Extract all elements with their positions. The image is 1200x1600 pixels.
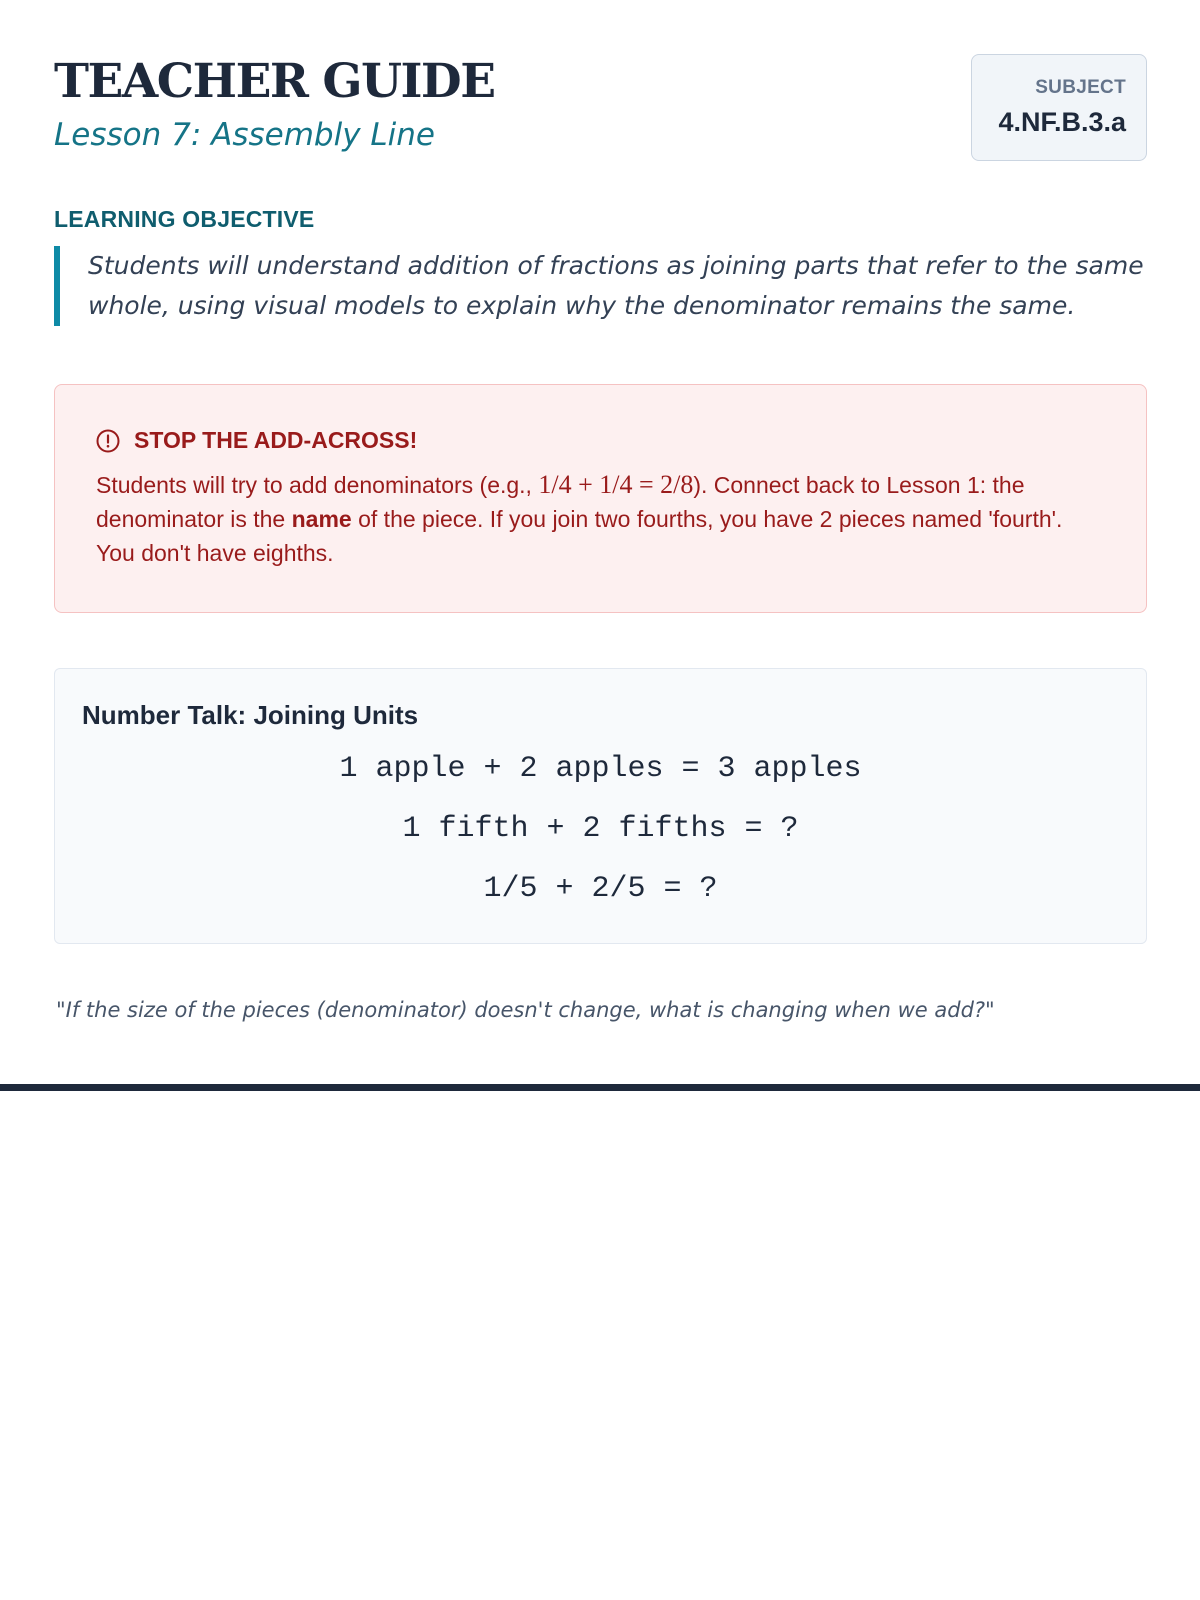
learning-objective-text: Students will understand addition of fractions as joining parts that refer to the same whole, using visual models to explain why the denominator remains the same. [54, 246, 1147, 326]
subject-label: SUBJECT [1035, 77, 1126, 98]
warning-bold-word: name [291, 506, 352, 532]
equation-line: 1 fifth + 2 fifths = ? [402, 812, 799, 846]
number-talk-box [54, 668, 1147, 944]
learning-objective-label: LEARNING OBJECTIVE [54, 206, 315, 232]
warning-math: 1/4 + 1/4 = 2/8 [538, 470, 694, 499]
number-talk-title: Number Talk: Joining Units [82, 700, 419, 730]
equation-line: 1 apple + 2 apples = 3 apples [339, 752, 862, 786]
equation-line: 1/5 + 2/5 = ? [483, 872, 718, 906]
subject-code: 4.NF.B.3.a [998, 107, 1126, 137]
page-title: TEACHER GUIDE [54, 54, 495, 109]
alert-circle-icon [96, 429, 120, 453]
discussion-prompt: "If the size of the pieces (denominator) doesn't change, what is changing when we add?" [56, 998, 995, 1022]
teacher-guide-page [54, 0, 1147, 1022]
warning-text-after: ). Connect back to Lesson 1: the denominator is the [96, 472, 1025, 532]
warning-text-end: of the piece. If you join two fourths, you have 2 pieces named 'fourth'. You don't have eighths. [96, 506, 1063, 566]
header [54, 0, 1147, 190]
footer-divider [0, 1084, 1200, 1091]
warning-text-before: Students will try to add denominators (e.g., [96, 472, 539, 498]
subject-box [971, 54, 1147, 161]
warning-heading-row [96, 427, 1106, 454]
lesson-title: Lesson 7: Assembly Line [54, 117, 436, 153]
misconception-warning [54, 384, 1147, 613]
warning-body [96, 468, 1106, 570]
warning-heading: STOP THE ADD-ACROSS! [134, 427, 418, 453]
